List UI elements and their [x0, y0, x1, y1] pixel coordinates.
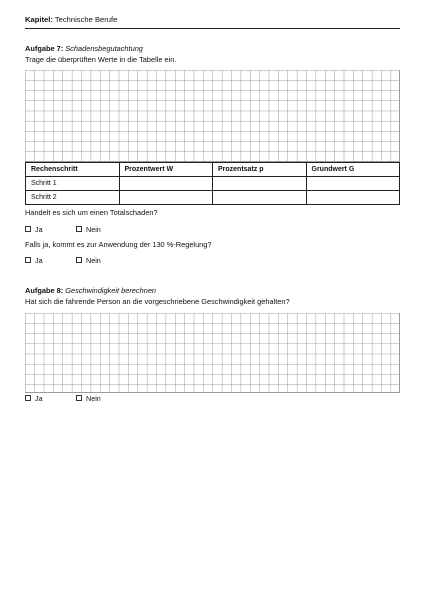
table-cell-step: Schritt 2	[26, 191, 120, 205]
task8-no-label: Nein	[86, 394, 101, 403]
checkbox-icon[interactable]	[76, 395, 82, 401]
q2-yes-option[interactable]	[25, 256, 43, 266]
task7-values-table	[25, 162, 400, 205]
q1-no-label: Nein	[86, 225, 101, 234]
chapter-label: Kapitel:	[25, 15, 53, 24]
task8-yes-label: Ja	[35, 394, 43, 403]
checkbox-icon[interactable]	[25, 257, 31, 263]
task7-instruction: Trage die überprüften Werte in die Tabelle ein.	[25, 55, 177, 64]
table-cell-input[interactable]	[306, 191, 400, 205]
q2-yes-label: Ja	[35, 256, 43, 265]
task8-no-option[interactable]	[76, 394, 101, 404]
table-cell-input[interactable]	[119, 191, 213, 205]
task7-question1: Handelt es sich um einen Totalschaden?	[25, 208, 158, 217]
q1-no-option[interactable]	[76, 225, 101, 235]
task7-number: Aufgabe 7:	[25, 44, 64, 53]
q1-yes-option[interactable]	[25, 225, 43, 235]
table-cell-step: Schritt 1	[26, 177, 120, 191]
table-header-cell: Grundwert G	[306, 163, 400, 177]
task8-work-grid[interactable]	[25, 313, 400, 393]
task7-title	[25, 44, 143, 54]
table-cell-input[interactable]	[119, 177, 213, 191]
table-header-cell: Rechenschritt	[26, 163, 120, 177]
task7-question2: Falls ja, kommt es zur Anwendung der 130 %-Regelung?	[25, 240, 212, 249]
chapter-title: Technische Berufe	[54, 15, 118, 24]
table-cell-input[interactable]	[306, 177, 400, 191]
task8-title	[25, 286, 156, 296]
table-row	[26, 191, 400, 205]
checkbox-icon[interactable]	[76, 257, 82, 263]
task7-work-grid[interactable]	[25, 70, 400, 162]
table-header-cell: Prozentwert W	[119, 163, 213, 177]
chapter-header	[25, 14, 400, 26]
q1-yes-label: Ja	[35, 225, 43, 234]
task7-subtitle: Schadensbegutachtung	[65, 44, 143, 53]
q2-no-option[interactable]	[76, 256, 101, 266]
q2-no-label: Nein	[86, 256, 101, 265]
task8-question: Hat sich die fahrende Person an die vorgeschriebene Geschwindigkeit gehalten?	[25, 297, 290, 306]
table-cell-input[interactable]	[213, 177, 307, 191]
checkbox-icon[interactable]	[76, 226, 82, 232]
table-header-cell: Prozentsatz p	[213, 163, 307, 177]
table-header-row	[26, 163, 400, 177]
table-cell-input[interactable]	[213, 191, 307, 205]
header-divider	[25, 28, 400, 29]
checkbox-icon[interactable]	[25, 395, 31, 401]
task8-yes-option[interactable]	[25, 394, 43, 404]
task8-number: Aufgabe 8:	[25, 286, 64, 295]
task8-subtitle: Geschwindigkeit berechnen	[65, 286, 157, 295]
checkbox-icon[interactable]	[25, 226, 31, 232]
table-row	[26, 177, 400, 191]
